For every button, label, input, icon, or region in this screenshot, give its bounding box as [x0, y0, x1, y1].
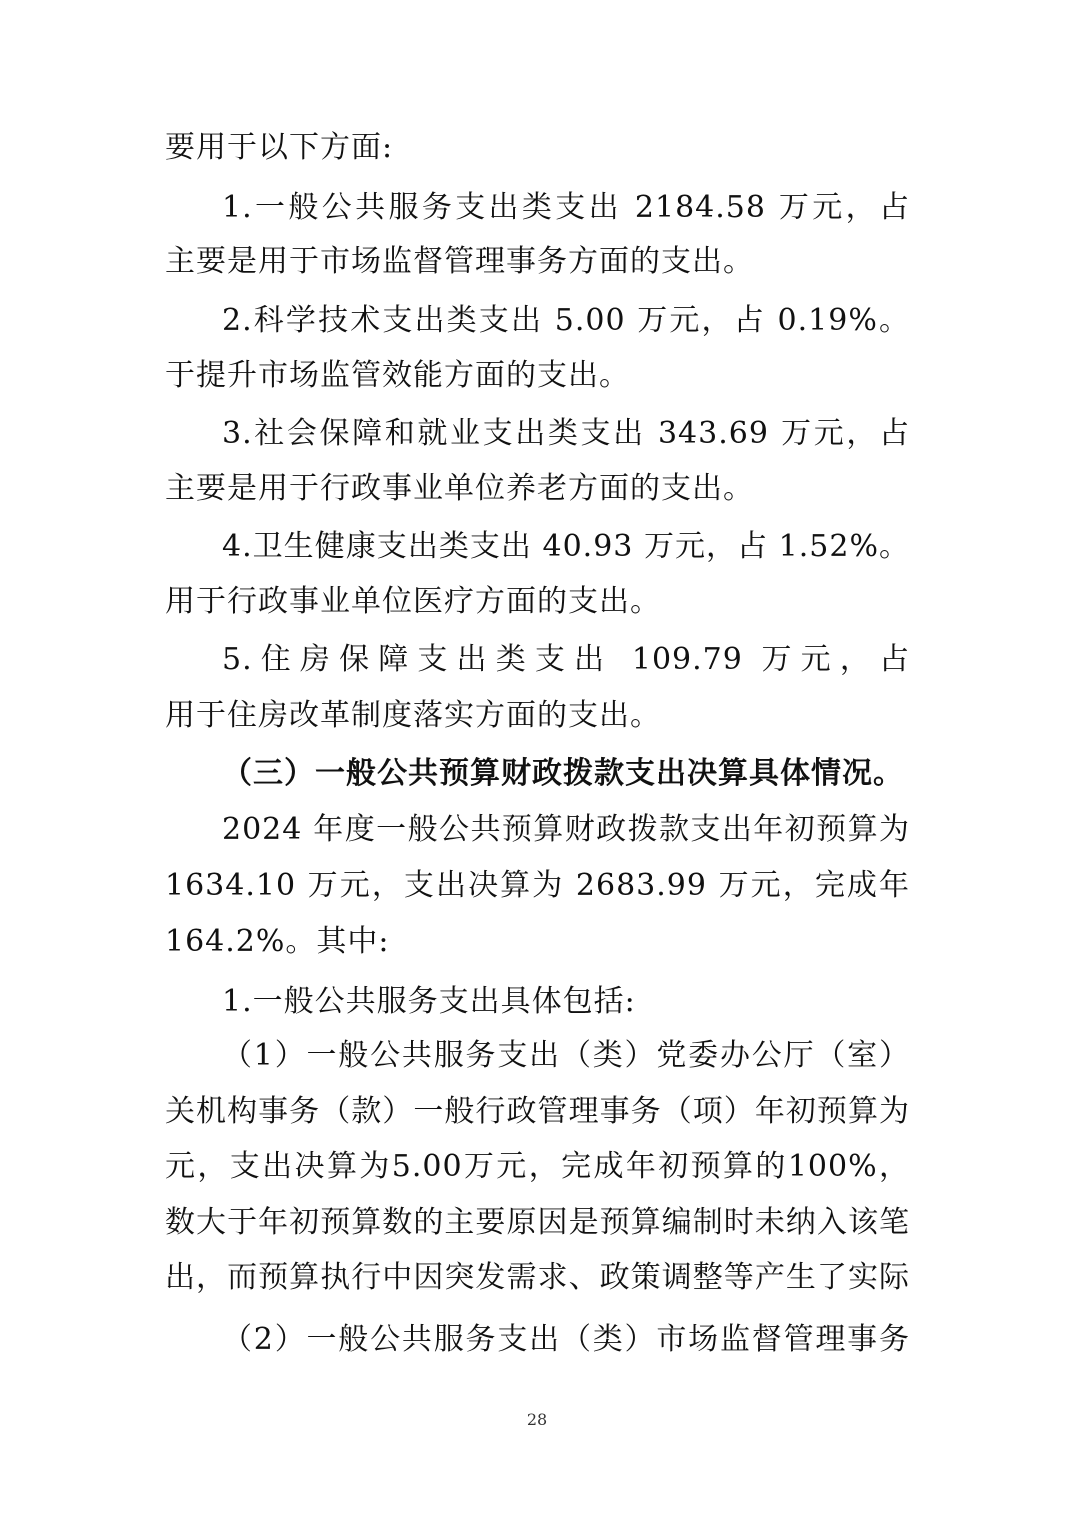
paragraph-line: 5.住房保障支出类支出 109.79 万元，占	[222, 642, 910, 677]
paragraph-line: 3.社会保障和就业支出类支出 343.69 万元，占	[222, 416, 910, 451]
paragraph-line: 主要是用于行政事业单位养老方面的支出。	[165, 471, 754, 506]
paragraph-line: 出，而预算执行中因突发需求、政策调整等产生了实际	[165, 1260, 910, 1295]
paragraph-line: 于提升市场监管效能方面的支出。	[165, 358, 630, 393]
paragraph-line: 数大于年初预算数的主要原因是预算编制时未纳入该笔	[165, 1205, 910, 1240]
paragraph-line: 4.卫生健康支出类支出 40.93 万元，占 1.52%。	[222, 529, 910, 564]
paragraph-line: （2）一般公共服务支出（类）市场监督管理事务	[222, 1322, 910, 1357]
paragraph-line: 用于行政事业单位医疗方面的支出。	[165, 584, 661, 619]
paragraph-line: （1）一般公共服务支出（类）党委办公厅（室）	[222, 1038, 910, 1073]
paragraph-line: 元，支出决算为5.00万元，完成年初预算的100%，	[165, 1149, 910, 1184]
section-heading: （三）一般公共预算财政拨款支出决算具体情况。	[222, 756, 904, 791]
paragraph-line: 用于住房改革制度落实方面的支出。	[165, 698, 661, 733]
paragraph-line: 1.一般公共服务支出类支出 2184.58 万元，占	[222, 190, 910, 225]
paragraph-line: 要用于以下方面:	[165, 130, 394, 165]
paragraph-line: 主要是用于市场监督管理事务方面的支出。	[165, 244, 754, 279]
paragraph-line: 2024 年度一般公共预算财政拨款支出年初预算为	[222, 812, 910, 847]
paragraph-line: 1634.10 万元，支出决算为 2683.99 万元，完成年	[165, 868, 910, 903]
page-number: 28	[526, 1410, 548, 1429]
paragraph-line: 164.2%。其中:	[165, 924, 390, 959]
paragraph-line: 关机构事务（款）一般行政管理事务（项）年初预算为	[165, 1094, 910, 1129]
paragraph-line: 2.科学技术支出类支出 5.00 万元，占 0.19%。	[222, 303, 910, 338]
paragraph-line: 1.一般公共服务支出具体包括:	[222, 984, 636, 1019]
